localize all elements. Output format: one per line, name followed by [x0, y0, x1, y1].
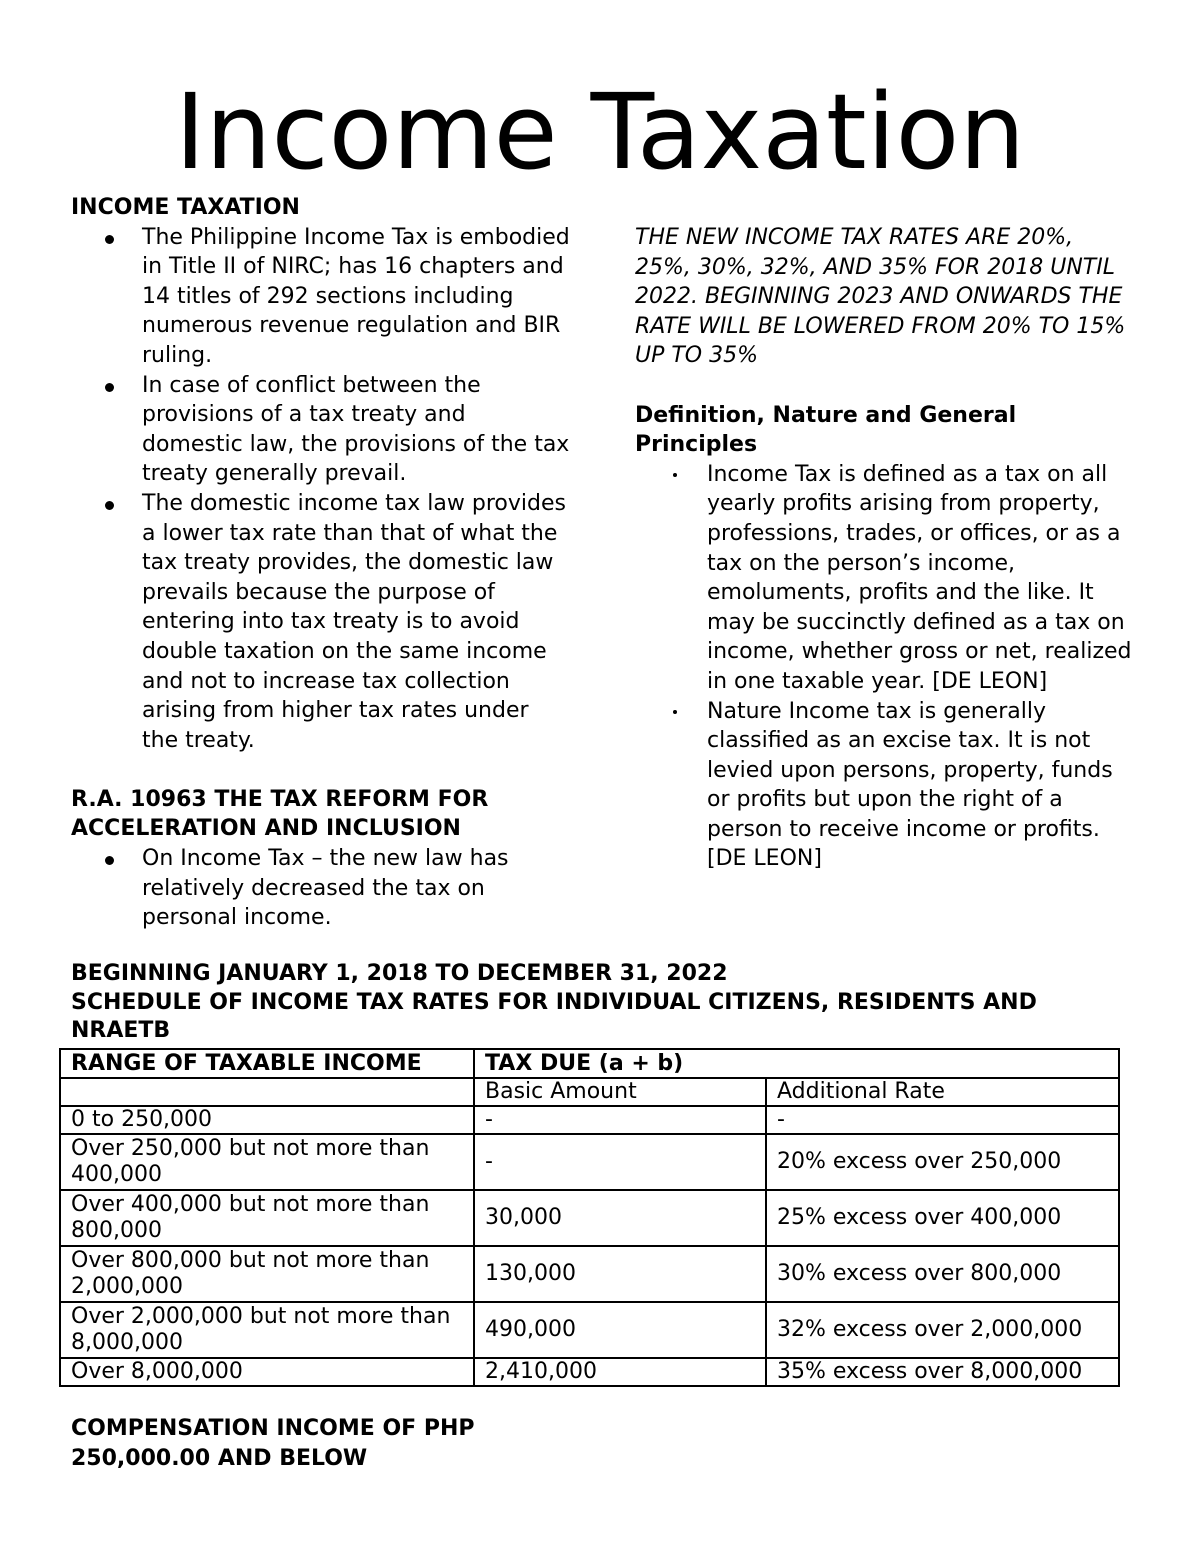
range-header: RANGE OF TAXABLE INCOME [60, 1049, 474, 1078]
table-row [60, 1302, 1119, 1358]
bullet-icon [105, 383, 114, 392]
income-taxation-heading: INCOME TAXATION [71, 195, 300, 220]
definition-heading: Definition, Nature and General Principles [635, 402, 1017, 458]
schedule-period: BEGINNING JANUARY 1, 2018 TO DECEMBER 31, 2022 [71, 961, 728, 986]
additional-cell: 25% excess over 400,000 [766, 1190, 1119, 1246]
new-rates-note: THE NEW INCOME TAX RATES ARE 20%, 25%, 30%, 32%, AND 35% FOR 2018 UNTIL 2022. BEGINNING 2023 AND ONWARDS THE RATE WILL BE LOWERED FROM 20% TO 15% UP TO 35% [635, 225, 1126, 369]
table-row [60, 1106, 1119, 1134]
table-row [60, 1190, 1119, 1246]
bullet-icon [105, 235, 114, 244]
range-cell: Over 8,000,000 [60, 1358, 474, 1386]
basic-cell: - [474, 1106, 766, 1134]
basic-cell: 490,000 [474, 1302, 766, 1358]
bullet-icon [105, 856, 114, 865]
schedule-heading [71, 960, 1131, 1046]
basic-cell: 30,000 [474, 1190, 766, 1246]
right-column [635, 223, 1135, 874]
bullet-icon [673, 473, 677, 477]
income-taxation-list [71, 223, 571, 756]
range-cell: Over 2,000,000 but not more than 8,000,000 [60, 1302, 474, 1358]
range-cell: 0 to 250,000 [60, 1106, 474, 1134]
list-item: In case of conflict between the provisions of a tax treaty and domestic law, the provisions of the tax treaty generally prevail. [71, 371, 571, 489]
table-header-row [60, 1049, 1119, 1078]
empty-cell [60, 1078, 474, 1106]
schedule-title: SCHEDULE OF INCOME TAX RATES FOR INDIVIDUAL CITIZENS, RESIDENTS AND NRAETB [71, 989, 1037, 1044]
additional-cell: 35% excess over 8,000,000 [766, 1358, 1119, 1386]
table-row [60, 1246, 1119, 1302]
page-title: Income Taxation [174, 71, 1026, 193]
table-row [60, 1358, 1119, 1386]
range-cell: Over 400,000 but not more than 800,000 [60, 1190, 474, 1246]
list-item: The domestic income tax law provides a lower tax rate than that of what the tax treaty provides, the domestic law prevails because the purpose of entering into tax treaty is to avoid double taxation on the same income and not to increase tax collection arising from higher tax rates under the treaty. [71, 489, 571, 755]
table-row [60, 1134, 1119, 1190]
additional-cell: - [766, 1106, 1119, 1134]
definition-list [635, 460, 1135, 874]
range-cell: Over 800,000 but not more than 2,000,000 [60, 1246, 474, 1302]
additional-cell: 30% excess over 800,000 [766, 1246, 1119, 1302]
bullet-icon [105, 501, 114, 510]
range-cell: Over 250,000 but not more than 400,000 [60, 1134, 474, 1190]
list-item: Nature Income tax is generally classified as an excise tax. It is not levied upon persons, property, funds or profits but upon the right of a person to receive income or profits. [DE LEON] [635, 697, 1135, 875]
basic-cell: 130,000 [474, 1246, 766, 1302]
ra-10963-heading: R.A. 10963 THE TAX REFORM FOR ACCELERATION AND INCLUSION [71, 786, 489, 842]
additional-cell: 20% excess over 250,000 [766, 1134, 1119, 1190]
compensation-income-heading: COMPENSATION INCOME OF PHP 250,000.00 AND BELOW [71, 1416, 475, 1471]
table-subheader-row [60, 1078, 1119, 1106]
basic-amount-header: Basic Amount [474, 1078, 766, 1106]
left-column [71, 193, 571, 933]
additional-cell: 32% excess over 2,000,000 [766, 1302, 1119, 1358]
tax-due-header: TAX DUE (a + b) [474, 1049, 1119, 1078]
list-item: The Philippine Income Tax is embodied in Title II of NIRC; has 16 chapters and 14 titles of 292 sections including numerous revenue regulation and BIR ruling. [71, 223, 571, 371]
list-item: Income Tax is defined as a tax on all yearly profits arising from property, professions, trades, or offices, or as a tax on the person’s income, emoluments, profits and the like. It may be succinctly defined as a tax on income, whether gross or net, realized in one taxable year. [DE LEON] [635, 460, 1135, 697]
tax-rates-table [59, 1048, 1120, 1387]
bullet-icon [673, 710, 677, 714]
basic-cell: 2,410,000 [474, 1358, 766, 1386]
additional-rate-header: Additional Rate [766, 1078, 1119, 1106]
basic-cell: - [474, 1134, 766, 1190]
list-item: On Income Tax – the new law has relatively decreased the tax on personal income. [71, 844, 571, 933]
ra-10963-list [71, 844, 571, 933]
